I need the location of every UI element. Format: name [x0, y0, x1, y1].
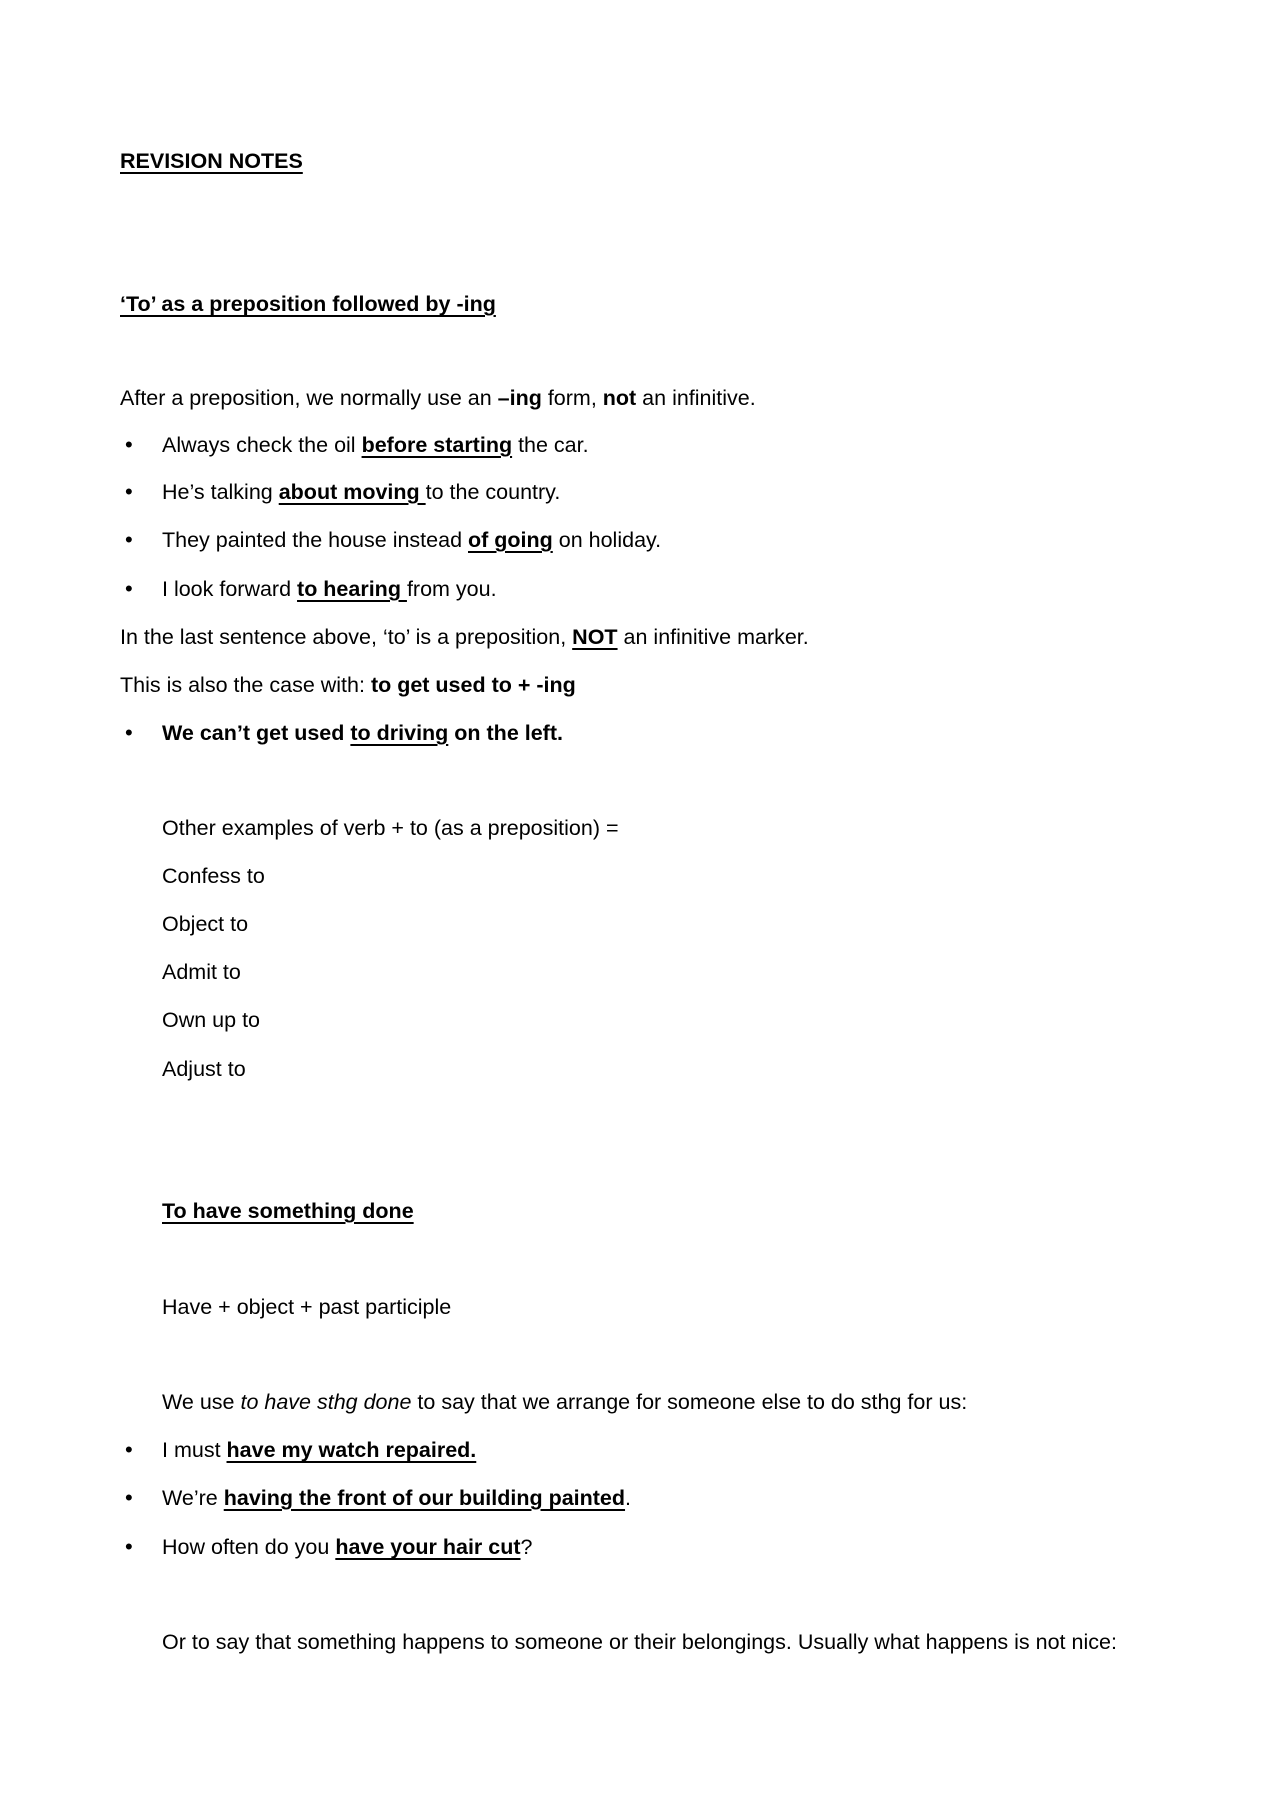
- list-item: [162, 719, 563, 747]
- usage-text: We use: [162, 1390, 241, 1414]
- list-item-emphasis: have your hair cut: [335, 1535, 521, 1559]
- note-emphasis: to get used to + -ing: [370, 673, 576, 697]
- list-item-text: the car.: [512, 433, 589, 457]
- list-item-text: Always check the oil: [162, 433, 362, 457]
- example-item: Confess to: [162, 864, 265, 888]
- intro-text-a: After a preposition, we normally use an: [120, 386, 498, 410]
- note-text: In the last sentence above, ‘to’ is a preposition,: [120, 625, 573, 649]
- example-item: Object to: [162, 912, 249, 936]
- note-emphasis: NOT: [572, 625, 618, 649]
- intro-paragraph: [120, 384, 756, 412]
- list-item-text: from you.: [406, 577, 497, 601]
- list-item-text: I look forward: [162, 577, 298, 601]
- list-item-text: on the left.: [448, 721, 563, 745]
- usage-paragraph: [162, 1388, 967, 1416]
- list-item: [162, 478, 560, 506]
- bullet-dot: •: [125, 432, 133, 457]
- bullet-dot: •: [125, 1534, 133, 1559]
- intro-text-not: not: [602, 386, 637, 410]
- example-item: Admit to: [162, 960, 241, 984]
- list-item-emphasis: about moving: [278, 480, 426, 504]
- list-item-emphasis: having the front of our building painted: [223, 1486, 626, 1510]
- list-item-text: He’s talking: [162, 480, 279, 504]
- bullet-dot: •: [125, 1437, 133, 1462]
- list-item-text: on holiday.: [552, 528, 662, 552]
- list-item-text: We can’t get used: [162, 721, 351, 745]
- note-text: This is also the case with:: [120, 673, 371, 697]
- list-item-emphasis: have my watch repaired.: [226, 1438, 477, 1462]
- list-item-text: ?: [520, 1535, 533, 1559]
- formula: Have + object + past participle: [162, 1295, 452, 1319]
- list-item-emphasis: to driving: [350, 721, 449, 745]
- bullet-dot: •: [125, 720, 133, 745]
- note-paragraph: [120, 623, 809, 651]
- usage-text: to say that we arrange for someone else to do sthg for us:: [411, 1390, 968, 1414]
- intro-text-c: form,: [541, 386, 603, 410]
- example-item: Own up to: [162, 1008, 260, 1032]
- list-item-emphasis: before starting: [361, 433, 513, 457]
- section-heading-have-something-done: To have something done: [162, 1199, 414, 1223]
- usage-emphasis: to have sthg done: [240, 1390, 412, 1414]
- list-item: [162, 1533, 532, 1561]
- bullet-dot: •: [125, 576, 133, 601]
- example-item: Adjust to: [162, 1057, 246, 1081]
- list-item-emphasis: to hearing: [297, 577, 407, 601]
- bullet-dot: •: [125, 479, 133, 504]
- note-text: an infinitive marker.: [617, 625, 809, 649]
- note-paragraph: [120, 671, 576, 699]
- bullet-dot: •: [125, 527, 133, 552]
- list-item: [162, 526, 661, 554]
- page-title: REVISION NOTES: [120, 149, 303, 173]
- list-item-text: We’re: [162, 1486, 224, 1510]
- list-item-text: to the country.: [425, 480, 561, 504]
- bullet-dot: •: [125, 1485, 133, 1510]
- list-item: [162, 431, 589, 459]
- list-item: [162, 1436, 476, 1464]
- section-heading-to-preposition: ‘To’ as a preposition followed by -ing: [120, 292, 496, 316]
- list-item-emphasis: of going: [468, 528, 553, 552]
- list-item-text: .: [625, 1486, 632, 1510]
- list-item-text: They painted the house instead: [162, 528, 468, 552]
- closing-paragraph: Or to say that something happens to someone or their belongings. Usually what happens is not nice:: [162, 1630, 1117, 1654]
- intro-text-e: an infinitive.: [636, 386, 756, 410]
- examples-intro: Other examples of verb + to (as a preposition) =: [162, 816, 619, 840]
- list-item-text: I must: [162, 1438, 227, 1462]
- intro-text-ing: –ing: [497, 386, 542, 410]
- list-item-text: How often do you: [162, 1535, 336, 1559]
- list-item: [162, 1484, 631, 1512]
- list-item: [162, 575, 497, 603]
